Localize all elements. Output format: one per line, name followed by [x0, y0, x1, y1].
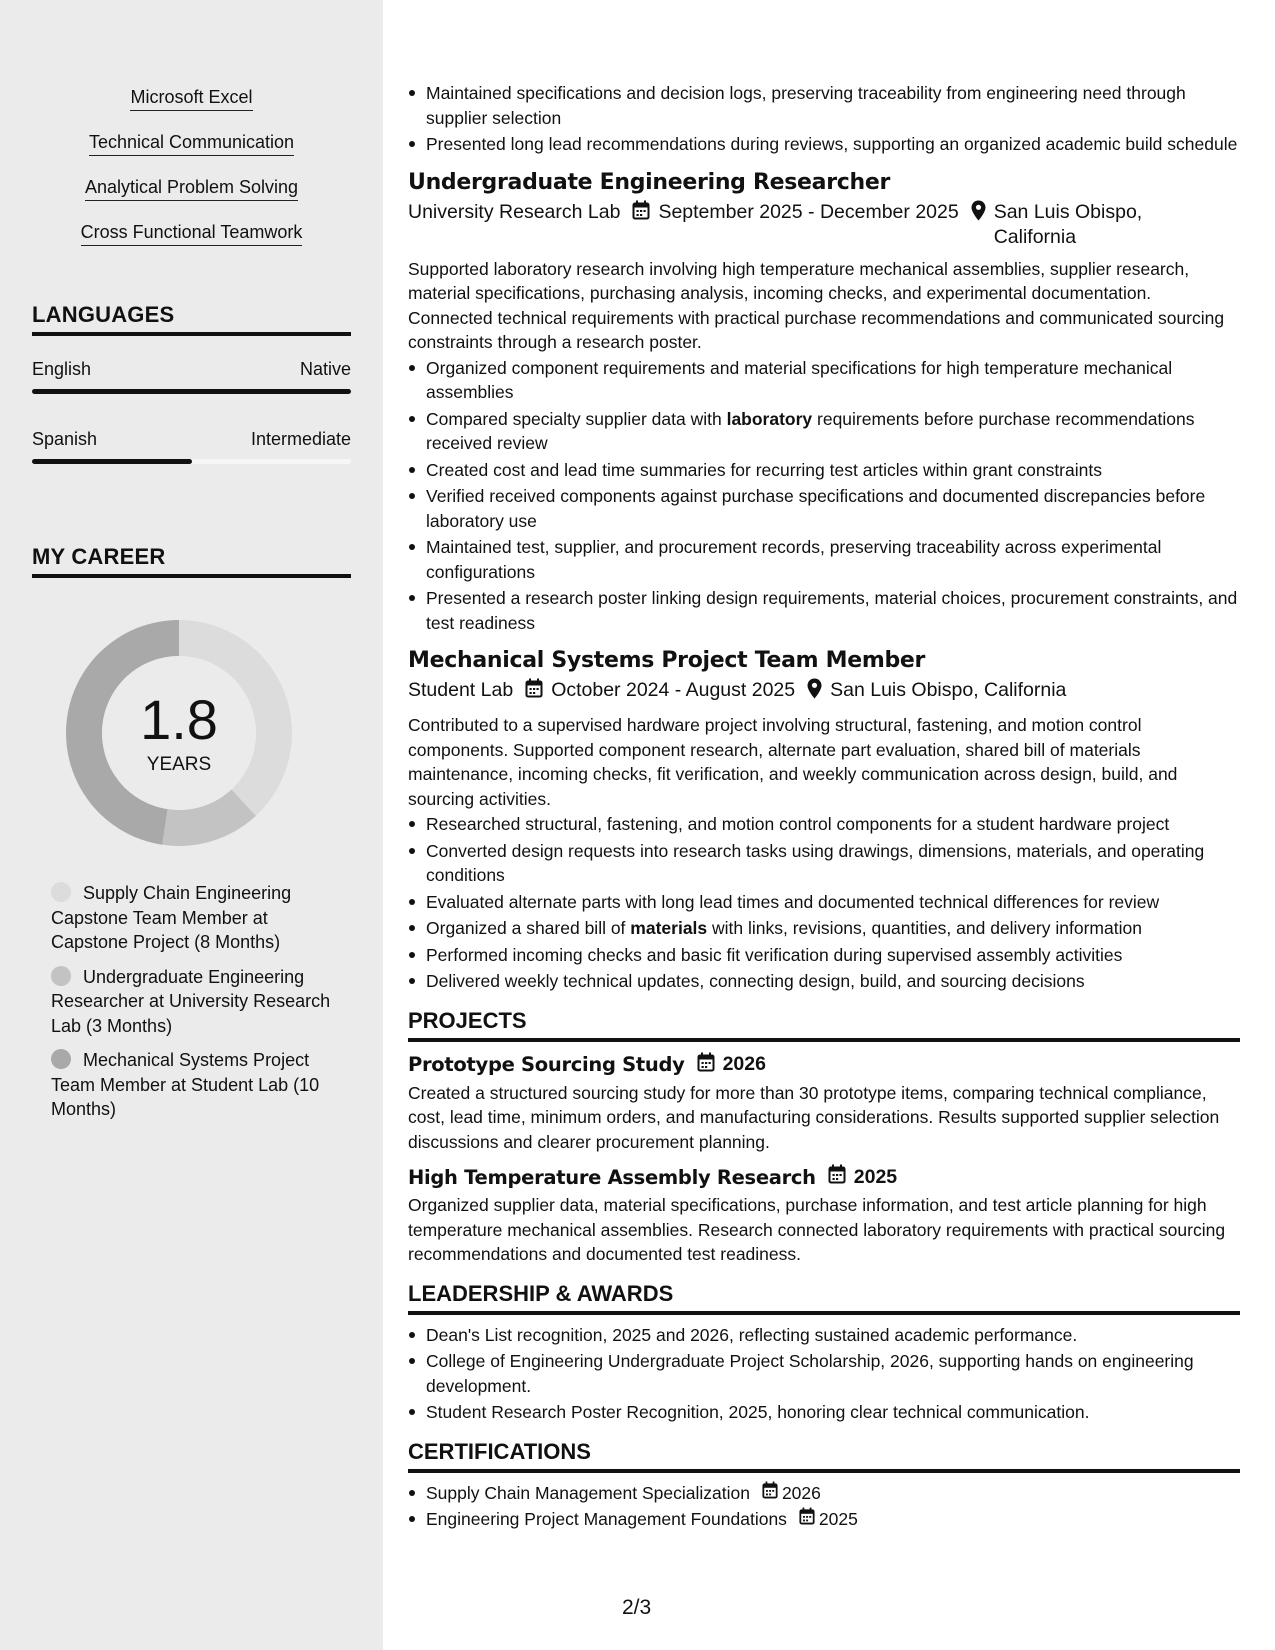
language-row: [32, 359, 351, 380]
bullet-item: Dean's List recognition, 2025 and 2026, reflecting sustained academic performance.: [408, 1323, 1240, 1348]
page-number: 2/3: [622, 1596, 652, 1619]
career-legend-text: Supply Chain Engineering Capstone Team Member at Capstone Project (8 Months): [51, 883, 292, 952]
career-heading: MY CAREER: [32, 544, 351, 578]
bullet-item: Evaluated alternate parts with long lead times and documented technical differences for review: [408, 890, 1240, 915]
bullet-item: Performed incoming checks and basic fit verification during supervised assembly activities: [408, 943, 1240, 968]
job-organization: University Research Lab: [408, 200, 621, 223]
certification-item: [408, 1507, 1240, 1532]
projects-heading: PROJECTS: [408, 1008, 1240, 1042]
skill-item: Cross Functional Teamwork: [81, 221, 303, 246]
certifications-heading: CERTIFICATIONS: [408, 1439, 1240, 1473]
calendar-icon: [697, 1052, 715, 1078]
legend-dot-icon: [51, 966, 71, 986]
certification-item: [408, 1481, 1240, 1506]
project-title: Prototype Sourcing Study: [408, 1053, 685, 1076]
skill-item: Technical Communication: [89, 131, 294, 156]
project-title: High Temperature Assembly Research: [408, 1165, 816, 1189]
bullet-item: College of Engineering Undergraduate Project Scholarship, 2026, supporting hands on engineering development.: [408, 1349, 1240, 1398]
project-year: 2025: [853, 1165, 898, 1188]
job-entry: [408, 647, 1240, 994]
location-pin-icon: [971, 200, 986, 228]
language-level: Native: [299, 359, 351, 379]
language-bar-fill: [32, 389, 351, 394]
bullet-item: Created cost and lead time summaries for recurring test articles within grant constraints: [408, 458, 1240, 483]
job-meta: [408, 678, 1240, 706]
sidebar: [0, 0, 383, 1650]
language-level: Intermediate: [250, 429, 351, 449]
job-organization: Student Lab: [408, 679, 514, 701]
bullet-item: Delivered weekly technical updates, connecting design, build, and sourcing decisions: [408, 969, 1240, 994]
skill-item: Analytical Problem Solving: [85, 176, 298, 201]
language-bar-fill: [32, 459, 192, 464]
bullet-item: Compared specialty supplier data with laboratory requirements before purchase recommendations received review: [408, 407, 1240, 456]
job-meta: [408, 200, 1240, 250]
bullet-item: Presented a research poster linking design requirements, material choices, procurement constraints, and test readiness: [408, 586, 1240, 635]
main-content: [408, 0, 1240, 1650]
project-description: Created a structured sourcing study for more than 30 prototype items, comparing technical compliance, cost, lead time, minimum orders, and manufacturing considerations. Results supported supplier selection discussions and clearer procurement planning.: [408, 1082, 1220, 1152]
calendar-icon: [632, 200, 650, 227]
career-total-unit: YEARS: [146, 754, 212, 775]
calendar-icon: [525, 678, 543, 705]
career-legend: [51, 881, 341, 1132]
job-entry: [408, 169, 1240, 636]
job-location: San Luis Obispo, California: [830, 679, 1067, 701]
languages-heading: LANGUAGES: [32, 302, 351, 336]
language-bar: [32, 389, 351, 394]
language-row: [32, 429, 351, 450]
language-name: English: [32, 359, 92, 379]
project-description: Organized supplier data, material specifications, purchase information, and test article planning for high temperature mechanical assemblies. Research connected laboratory requirements with practical sourcing recommendations and documented test readiness.: [408, 1195, 1226, 1264]
bullet-item: Presented long lead recommendations during reviews, supporting an organized academic build schedule: [408, 132, 1240, 157]
bullet-item: Organized a shared bill of materials with links, revisions, quantities, and delivery information: [408, 916, 1240, 941]
calendar-icon: [762, 1481, 778, 1506]
career-total-value: 1.8: [140, 688, 218, 751]
bullet-item: Student Research Poster Recognition, 2025, honoring clear technical communication.: [408, 1400, 1240, 1425]
skill-item: Microsoft Excel: [130, 86, 252, 111]
bullet-item: Converted design requests into research tasks using drawings, dimensions, materials, and operating conditions: [408, 839, 1240, 888]
job-bullets: [408, 812, 1240, 994]
bullet-item: Maintained specifications and decision logs, preserving traceability from engineering need through supplier selection: [408, 81, 1240, 130]
certifications-bullets: [408, 1481, 1240, 1532]
leadership-heading: LEADERSHIP & AWARDS: [408, 1281, 1240, 1315]
project-entry: [408, 1052, 1240, 1155]
project-title-row: [408, 1052, 1240, 1078]
bullet-item: Maintained test, supplier, and procurement records, preserving traceability across experimental configurations: [408, 535, 1240, 584]
job-description: Supported laboratory research involving high temperature mechanical assemblies, supplier research, material specifications, purchasing analysis, incoming checks, and experimental documentation. Connected technical requirements with practical purchase recommendations and communicated sourcing constraints through a research poster.: [408, 258, 1225, 352]
career-legend-text: Mechanical Systems Project Team Member at Student Lab (10 Months): [51, 1050, 320, 1119]
project-year: 2026: [722, 1053, 766, 1075]
job-dates: September 2025 - December 2025: [658, 200, 959, 223]
job-title: Mechanical Systems Project Team Member: [408, 648, 926, 673]
career-legend-item: [51, 965, 341, 1039]
legend-dot-icon: [51, 1049, 71, 1069]
job-location: San Luis Obispo, California: [993, 200, 1143, 248]
bullet-item: Organized component requirements and material specifications for high temperature mechanical assemblies: [408, 356, 1240, 405]
calendar-icon: [828, 1164, 846, 1190]
project-title-row: [408, 1164, 1240, 1190]
location-pin-icon: [807, 678, 822, 706]
job-bullets: [408, 356, 1240, 636]
language-name: Spanish: [32, 429, 98, 449]
language-bar: [32, 459, 351, 464]
experience-bullets: [408, 81, 1240, 157]
career-legend-item: [51, 1048, 341, 1122]
career-legend-text: Undergraduate Engineering Researcher at University Research Lab (3 Months): [51, 966, 331, 1036]
certification-name: Supply Chain Management Specialization: [426, 1482, 750, 1503]
certification-year: 2025: [818, 1509, 858, 1529]
career-legend-item: [51, 881, 341, 955]
certification-year: 2026: [781, 1482, 821, 1503]
skills-list: [0, 86, 383, 266]
job-dates: October 2024 - August 2025: [551, 679, 796, 701]
bullet-item: Verified received components against purchase specifications and documented discrepancies before laboratory use: [408, 484, 1240, 533]
calendar-icon: [799, 1507, 815, 1532]
bullet-item: Researched structural, fastening, and motion control components for a student hardware project: [408, 812, 1240, 837]
job-description: Contributed to a supervised hardware project involving structural, fastening, and motion control components. Supported component research, alternate part evaluation, shared bill of materials maintenance, incoming checks, fit verification, and weekly communication across design, build, and sourcing activities.: [408, 715, 1178, 809]
legend-dot-icon: [51, 882, 71, 902]
job-title: Undergraduate Engineering Researcher: [408, 169, 891, 195]
certification-name: Engineering Project Management Foundations: [426, 1509, 787, 1529]
project-entry: [408, 1164, 1240, 1267]
leadership-bullets: [408, 1323, 1240, 1425]
